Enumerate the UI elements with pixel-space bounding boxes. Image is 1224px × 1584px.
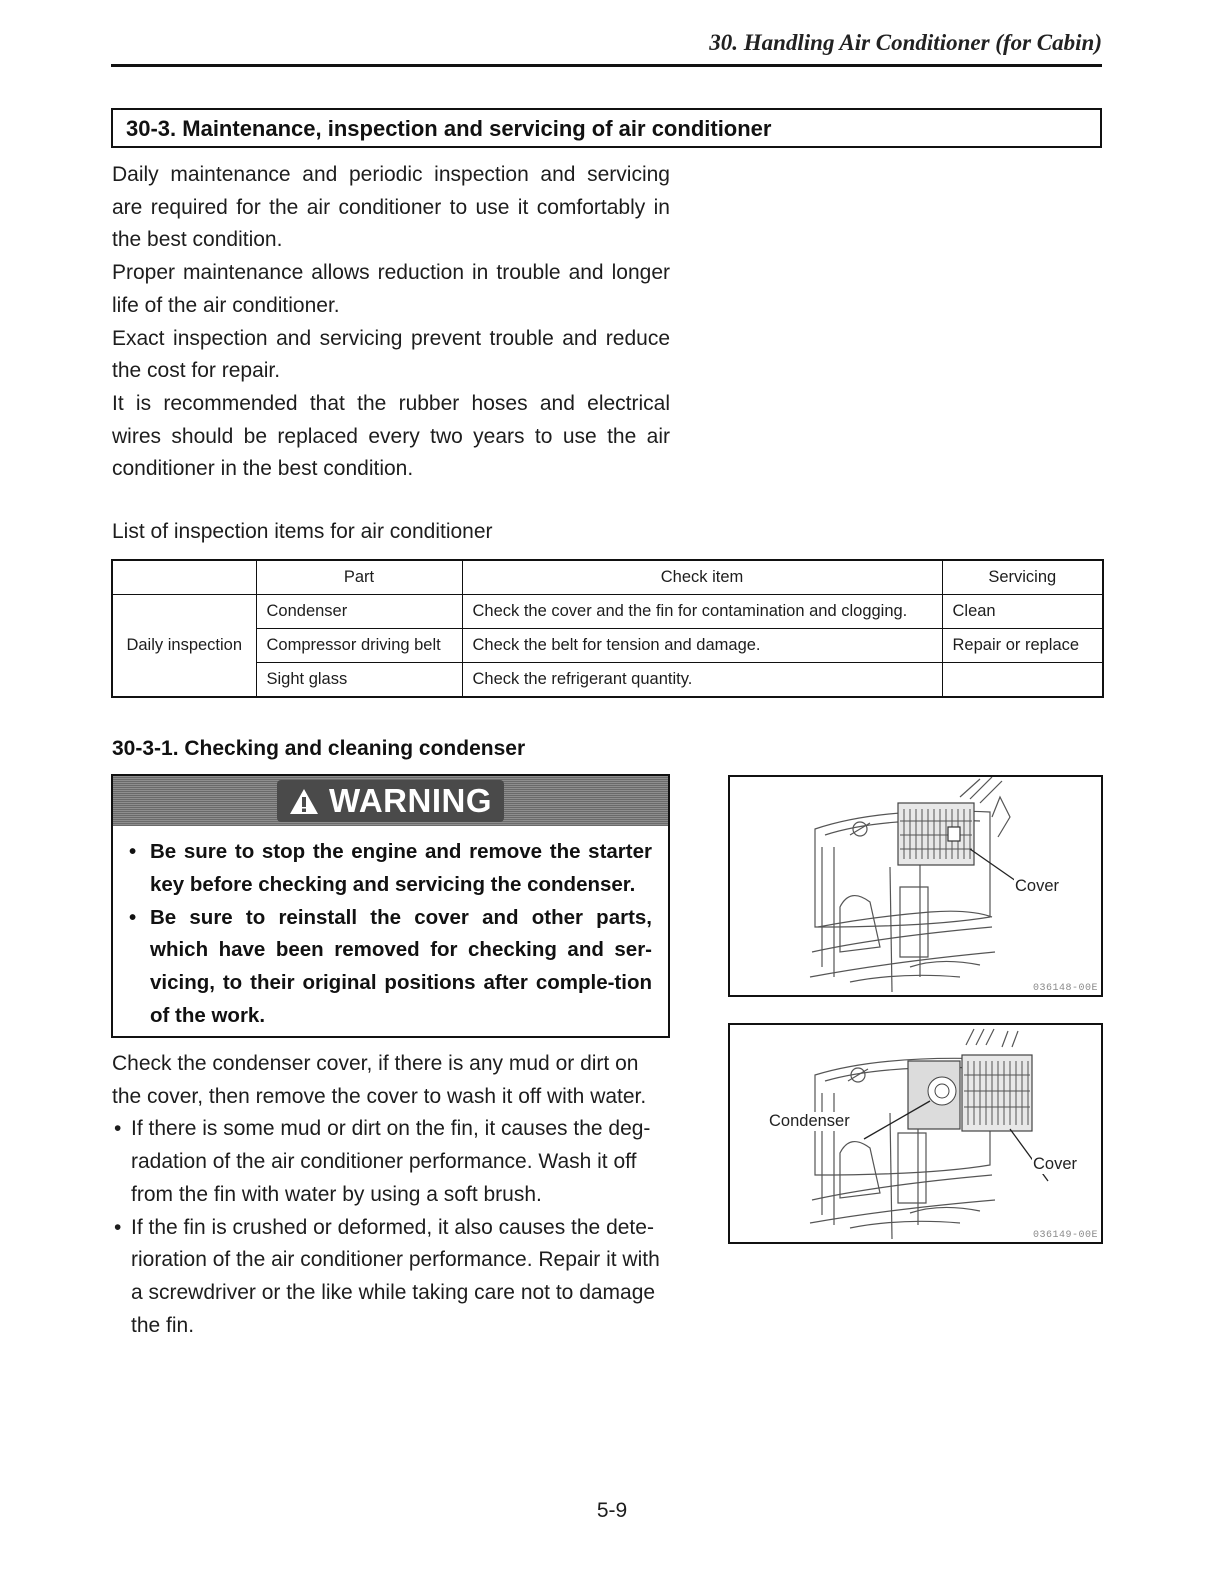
section-title: 30-3. Maintenance, inspection and servicing of air conditioner — [126, 116, 772, 141]
warning-item: • Be sure to reinstall the cover and other parts, which have been removed for checking and ser-vicing, to their original positions after comple-tion of the work. — [129, 902, 652, 1033]
instruction-item: • If there is some mud or dirt on the fin, it causes the deg-radation of the air conditioner performance. Wash it off from the fin with water by using a soft brush. — [112, 1113, 670, 1211]
warning-label: WARNING — [329, 782, 492, 819]
instruction-list — [112, 1113, 670, 1342]
page-number: 5-9 — [596, 1499, 628, 1522]
table-cell-servicing: Clean — [942, 595, 1103, 629]
condenser-instructions — [112, 1048, 670, 1342]
figure-code: 036148-00E — [1032, 983, 1098, 994]
table-cell-part: Condenser — [256, 595, 462, 629]
warning-box — [111, 774, 670, 1038]
table-row — [112, 629, 1103, 663]
section-heading-box — [111, 108, 1102, 148]
intro-paragraph: Daily maintenance and periodic inspection and servicing are required for the air conditioner to use it comfortably in the best condition. — [112, 163, 670, 252]
table-header-row — [112, 560, 1103, 595]
table-row — [112, 663, 1103, 698]
figure-condenser-exposed — [728, 1023, 1103, 1244]
figure-label-cover: Cover — [1015, 877, 1060, 895]
table-group-label: Daily inspection — [112, 595, 256, 698]
table-row — [112, 595, 1103, 629]
table-cell-check: Check the belt for tension and damage. — [462, 629, 942, 663]
instruction-paragraph: Check the condenser cover, if there is any mud or dirt on the cover, then remove the cover to wash it off with water. — [112, 1052, 647, 1108]
table-cell-check: Check the cover and the fin for contamination and clogging. — [462, 595, 942, 629]
table-header-cell — [112, 560, 256, 595]
table-cell-servicing: Repair or replace — [942, 629, 1103, 663]
intro-paragraph: Proper maintenance allows reduction in trouble and longer life of the air conditioner. — [112, 261, 670, 317]
warning-item: • Be sure to stop the engine and remove the starter key before checking and servicing the condenser. — [129, 836, 652, 902]
header-rule — [111, 64, 1102, 67]
forklift-condenser-illustration — [730, 1025, 1101, 1242]
table-header-cell: Check item — [462, 560, 942, 595]
intro-paragraph: It is recommended that the rubber hoses and electrical wires should be replaced every two years to use the air conditioner in the best condition. — [112, 391, 670, 481]
table-cell-servicing — [942, 663, 1103, 698]
intro-paragraph: Exact inspection and servicing prevent trouble and reduce the cost for repair. — [112, 326, 670, 383]
figure-label-cover: Cover — [1033, 1155, 1078, 1173]
figure-label-condenser: Condenser — [769, 1112, 850, 1130]
warning-list — [113, 826, 668, 1033]
table-cell-part: Sight glass — [256, 663, 462, 698]
figure-condenser-cover — [728, 775, 1103, 997]
subsection-title: 30-3-1. Checking and cleaning condenser — [112, 737, 526, 760]
inspection-table — [111, 559, 1104, 698]
instruction-item: • If the fin is crushed or deformed, it also causes the dete-rioration of the air conditioner performance. Repair it with a screwdriver or the like while taking care not to damage the fin. — [112, 1212, 670, 1343]
table-caption: List of inspection items for air conditioner — [112, 520, 493, 543]
table-header-cell: Servicing — [942, 560, 1103, 595]
running-header: 30. Handling Air Conditioner (for Cabin) — [709, 30, 1102, 55]
table-cell-part: Compressor driving belt — [256, 629, 462, 663]
table-cell-check: Check the refrigerant quantity. — [462, 663, 942, 698]
intro-text — [112, 159, 670, 486]
warning-banner — [113, 776, 668, 826]
warning-triangle-icon — [289, 788, 319, 815]
figure-code: 036149-00E — [1032, 1230, 1098, 1241]
table-header-cell: Part — [256, 560, 462, 595]
warning-header — [277, 780, 504, 822]
